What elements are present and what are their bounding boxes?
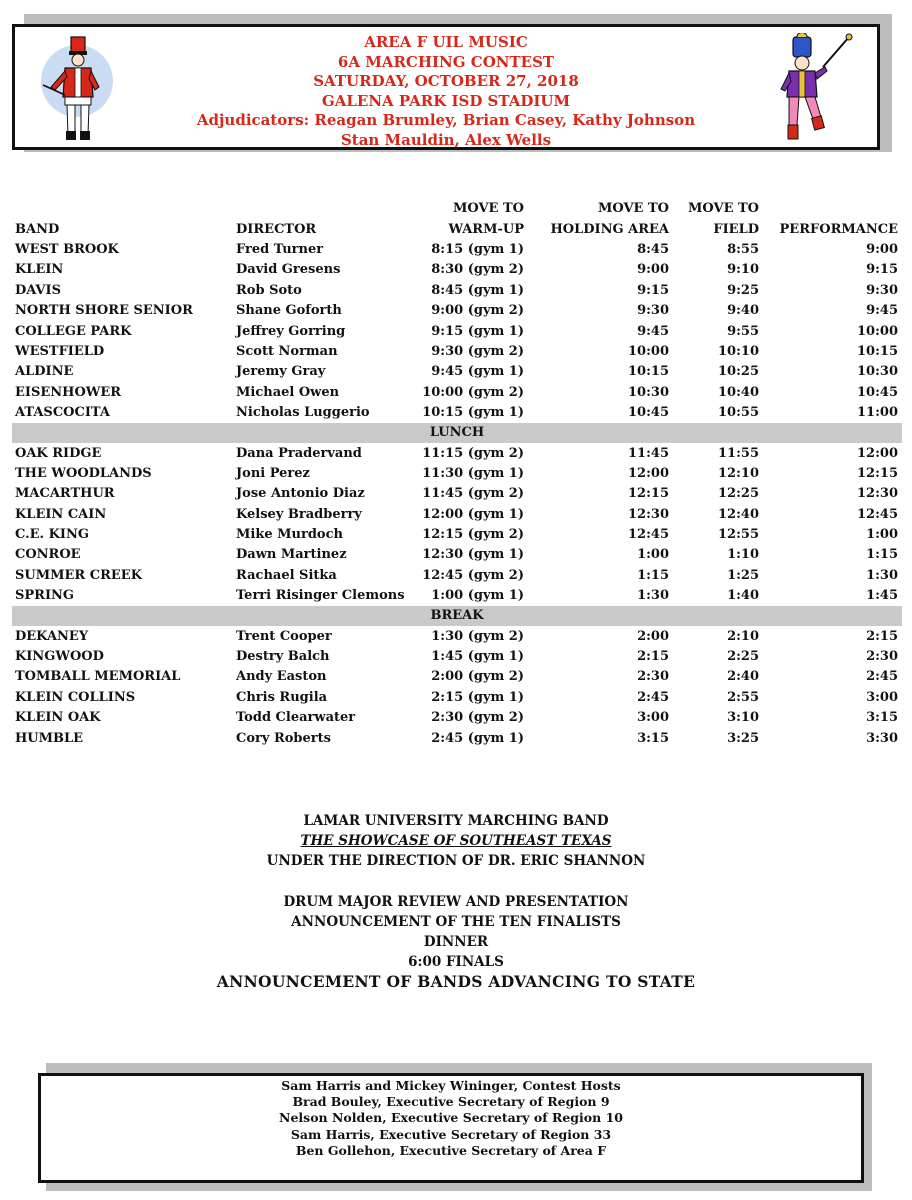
warmup-time: 12:15 (gym 2): [422, 527, 524, 543]
table-row: [12, 666, 902, 686]
band-name: DEKANEY: [15, 628, 89, 644]
field-time: 9:25: [727, 282, 759, 298]
holding-time: 2:30: [637, 669, 669, 685]
warmup-time: 2:15 (gym 1): [431, 689, 524, 705]
band-name: DAVIS: [15, 282, 61, 298]
holding-time: 8:45: [637, 242, 669, 257]
field-time: 1:25: [727, 567, 759, 583]
performance-time: 9:30: [866, 282, 898, 298]
contest-name: 6A MARCHING CONTEST: [337, 52, 555, 71]
warmup-time: 10:00 (gym 2): [422, 384, 524, 400]
director-name: Joni Perez: [236, 465, 310, 481]
col-holding-top: MOVE TO: [597, 201, 669, 216]
performance-time: 10:45: [857, 384, 898, 400]
performance-time: 2:15: [866, 628, 898, 644]
performance-time: 3:30: [866, 730, 898, 746]
holding-time: 12:30: [628, 506, 669, 522]
field-time: 3:10: [727, 710, 759, 726]
table-row: [12, 259, 902, 279]
footer-line: Ben Gollehon, Executive Secretary of Area F: [295, 1142, 607, 1158]
table-row: [12, 646, 902, 666]
performance-time: 9:45: [866, 303, 898, 319]
warmup-time: 8:15 (gym 1): [431, 242, 524, 257]
schedule-divider-break: BREAK: [12, 606, 902, 626]
performance-time: 9:15: [866, 262, 898, 278]
director-name: Nicholas Luggerio: [236, 405, 370, 421]
holding-time: 12:00: [628, 465, 669, 481]
band-name: KLEIN COLLINS: [15, 689, 136, 705]
adjudicators-line-2: Stan Mauldin, Alex Wells: [340, 130, 552, 149]
field-time: 10:10: [718, 343, 759, 359]
band-name: EISENHOWER: [15, 384, 122, 400]
director-name: Trent Cooper: [236, 628, 332, 644]
footer-line: Brad Bouley, Executive Secretary of Region 9: [292, 1094, 610, 1110]
footer-line: Sam Harris, Executive Secretary of Region 33: [290, 1126, 612, 1142]
performance-time: 9:00: [866, 242, 898, 257]
table-row: [12, 361, 902, 381]
schedule-body: [12, 239, 902, 748]
director-name: Todd Clearwater: [236, 710, 356, 726]
director-name: Andy Easton: [236, 669, 327, 685]
warmup-time: 12:00 (gym 1): [422, 506, 524, 522]
holding-time: 2:00: [637, 628, 669, 644]
director-name: Scott Norman: [236, 343, 338, 359]
contest-org: AREA F UIL MUSIC: [364, 33, 528, 51]
director-name: Rachael Sitka: [236, 567, 337, 583]
director-name: Fred Turner: [236, 242, 324, 257]
warmup-time: 12:30 (gym 1): [422, 547, 524, 563]
band-name: HUMBLE: [15, 730, 84, 746]
finalists-announcement: ANNOUNCEMENT OF THE TEN FINALISTS: [291, 913, 621, 930]
performance-time: 10:30: [857, 364, 898, 380]
table-row: [12, 728, 902, 748]
performance-time: 10:15: [857, 343, 898, 359]
col-warmup-top: MOVE TO: [452, 201, 524, 216]
director-name: Dawn Martinez: [236, 547, 347, 563]
holding-time: 2:45: [637, 689, 669, 705]
performance-time: 12:00: [857, 445, 898, 461]
performance-time: 2:45: [866, 669, 898, 685]
warmup-time: 10:15 (gym 1): [422, 405, 524, 421]
table-row: [12, 239, 902, 259]
director-name: Jose Antonio Diaz: [236, 486, 365, 502]
band-name: KLEIN: [15, 262, 64, 278]
field-time: 12:55: [718, 527, 759, 543]
warmup-time: 2:45 (gym 1): [431, 730, 524, 746]
holding-time: 9:15: [637, 282, 669, 298]
warmup-time: 8:45 (gym 1): [431, 282, 524, 298]
warmup-time: 2:00 (gym 2): [431, 669, 524, 685]
table-row: [12, 565, 902, 585]
field-time: 8:55: [727, 242, 759, 257]
director-name: Destry Balch: [236, 649, 330, 665]
warmup-time: 1:30 (gym 2): [431, 628, 524, 644]
director-name: Dana Pradervand: [236, 445, 362, 461]
director-name: Cory Roberts: [236, 730, 331, 746]
dinner-line: DINNER: [423, 934, 489, 951]
col-field-top: MOVE TO: [688, 201, 760, 216]
header-box: [12, 24, 880, 150]
warmup-time: 2:30 (gym 2): [431, 710, 524, 726]
field-time: 2:10: [727, 628, 759, 644]
footer-line: Sam Harris and Mickey Wininger, Contest Hosts: [281, 1078, 621, 1093]
warmup-time: 11:30 (gym 1): [422, 465, 524, 481]
drum-major-review: DRUM MAJOR REVIEW AND PRESENTATION: [283, 893, 629, 910]
holding-time: 9:30: [637, 303, 669, 319]
table-row: [12, 504, 902, 524]
band-name: ATASCOCITA: [15, 405, 110, 421]
holding-time: 9:45: [637, 323, 669, 339]
holding-time: 1:00: [637, 547, 669, 563]
field-time: 9:40: [727, 303, 759, 319]
director-name: Rob Soto: [236, 282, 302, 298]
holding-time: 12:15: [628, 486, 669, 502]
field-time: 10:55: [718, 405, 759, 421]
holding-time: 11:45: [628, 445, 669, 461]
band-name: COLLEGE PARK: [15, 323, 132, 339]
director-name: Mike Murdoch: [236, 527, 343, 543]
performance-time: 3:15: [866, 710, 898, 726]
band-name: KINGWOOD: [15, 649, 104, 665]
table-row: [12, 341, 902, 361]
header-title-block: [15, 33, 877, 151]
performance-time: 1:30: [866, 567, 898, 583]
exhibition-band: LAMAR UNIVERSITY MARCHING BAND: [303, 813, 609, 829]
performance-time: 2:30: [866, 649, 898, 665]
band-name: KLEIN CAIN: [15, 506, 107, 522]
band-name: C.E. KING: [15, 527, 89, 543]
warmup-time: 1:00 (gym 1): [431, 588, 524, 604]
performance-time: 3:00: [866, 689, 898, 705]
director-name: Kelsey Bradberry: [236, 506, 362, 522]
finals-time: 6:00 FINALS: [408, 954, 504, 971]
col-field-bottom: FIELD: [713, 222, 759, 237]
field-time: 9:55: [727, 323, 759, 339]
warmup-time: 12:45 (gym 2): [422, 567, 524, 583]
warmup-time: 9:30 (gym 2): [431, 343, 524, 359]
field-time: 10:25: [718, 364, 759, 380]
field-time: 2:25: [727, 649, 759, 665]
holding-time: 1:30: [637, 588, 669, 604]
warmup-time: 9:45 (gym 1): [431, 364, 524, 380]
performance-time: 12:45: [857, 506, 898, 522]
adjudicators-line-1: Adjudicators: Reagan Brumley, Brian Casey, Kathy Johnson: [196, 111, 696, 130]
director-name: Michael Owen: [236, 384, 340, 400]
director-name: David Gresens: [236, 262, 341, 278]
band-name: MACARTHUR: [15, 486, 115, 502]
director-name: Jeffrey Gorring: [236, 323, 346, 339]
footer-line: Nelson Nolden, Executive Secretary of Region 10: [279, 1110, 623, 1126]
performance-time: 1:45: [866, 588, 898, 604]
director-name: Terri Risinger Clemons: [236, 588, 405, 604]
field-time: 2:55: [727, 689, 759, 705]
band-name: TOMBALL MEMORIAL: [15, 669, 181, 685]
performance-time: 11:00: [857, 405, 898, 421]
warmup-time: 11:15 (gym 2): [422, 445, 524, 461]
schedule-table: [12, 197, 902, 748]
warmup-time: 1:45 (gym 1): [431, 649, 524, 665]
holding-time: 2:15: [637, 649, 669, 665]
field-time: 1:10: [727, 547, 759, 563]
holding-time: 10:45: [628, 405, 669, 421]
band-name: ALDINE: [15, 364, 74, 380]
field-time: 11:55: [718, 445, 759, 461]
col-band: BAND: [15, 222, 60, 237]
holding-time: 10:00: [628, 343, 669, 359]
table-row: [12, 707, 902, 727]
table-row: [12, 626, 902, 646]
holding-time: 12:45: [628, 527, 669, 543]
field-time: 10:40: [718, 384, 759, 400]
table-row: [12, 687, 902, 707]
col-holding-bottom: HOLDING AREA: [550, 222, 669, 237]
col-performance: PERFORMANCE: [779, 222, 898, 237]
performance-time: 10:00: [857, 323, 898, 339]
field-time: 2:40: [727, 669, 759, 685]
table-row: [12, 443, 902, 463]
schedule-divider-lunch: LUNCH: [12, 423, 902, 443]
band-name: WESTFIELD: [15, 343, 105, 359]
table-row: [12, 544, 902, 564]
table-row: [12, 382, 902, 402]
col-director: DIRECTOR: [236, 222, 317, 237]
table-row: [12, 483, 902, 503]
band-name: THE WOODLANDS: [15, 465, 152, 481]
table-row: [12, 300, 902, 320]
table-row: [12, 463, 902, 483]
table-row: [12, 585, 902, 605]
warmup-time: 11:45 (gym 2): [422, 486, 524, 502]
warmup-time: 9:15 (gym 1): [431, 323, 524, 339]
band-name: NORTH SHORE SENIOR: [15, 303, 193, 319]
performance-time: 12:30: [857, 486, 898, 502]
holding-time: 3:00: [637, 710, 669, 726]
warmup-time: 8:30 (gym 2): [431, 262, 524, 278]
table-row: [12, 280, 902, 300]
field-time: 1:40: [727, 588, 759, 604]
table-row: [12, 524, 902, 544]
holding-time: 1:15: [637, 567, 669, 583]
field-time: 12:10: [718, 465, 759, 481]
band-tagline: THE SHOWCASE OF SOUTHEAST TEXAS: [300, 833, 612, 850]
field-time: 12:25: [718, 486, 759, 502]
table-header: [12, 197, 902, 239]
table-row: [12, 402, 902, 422]
performance-time: 1:00: [866, 527, 898, 543]
band-name: WEST BROOK: [15, 242, 119, 257]
contest-venue: GALENA PARK ISD STADIUM: [321, 91, 571, 110]
performance-time: 12:15: [857, 465, 898, 481]
holding-time: 3:15: [637, 730, 669, 746]
footer-box: [38, 1073, 864, 1183]
state-advancement-announcement: ANNOUNCEMENT OF BANDS ADVANCING TO STATE: [216, 972, 696, 992]
col-warmup-bottom: WARM-UP: [448, 222, 524, 237]
holding-time: 10:30: [628, 384, 669, 400]
warmup-time: 9:00 (gym 2): [431, 303, 524, 319]
band-name: SPRING: [15, 588, 75, 604]
drum-major-with-baton-icon: [779, 33, 855, 145]
director-name: Shane Goforth: [236, 303, 342, 319]
band-director-line: UNDER THE DIRECTION OF DR. ERIC SHANNON: [266, 853, 646, 870]
director-name: Chris Rugila: [236, 689, 328, 705]
field-time: 12:40: [718, 506, 759, 522]
director-name: Jeremy Gray: [236, 364, 326, 380]
table-row: [12, 321, 902, 341]
band-name: SUMMER CREEK: [15, 567, 143, 583]
performance-time: 1:15: [866, 547, 898, 563]
field-time: 3:25: [727, 730, 759, 746]
field-time: 9:10: [727, 262, 759, 278]
holding-time: 10:15: [628, 364, 669, 380]
band-name: KLEIN OAK: [15, 710, 101, 726]
evening-program: [0, 811, 912, 993]
band-name: OAK RIDGE: [15, 445, 102, 461]
band-name: CONROE: [15, 547, 81, 563]
holding-time: 9:00: [637, 262, 669, 278]
contest-date: SATURDAY, OCTOBER 27, 2018: [313, 72, 579, 91]
